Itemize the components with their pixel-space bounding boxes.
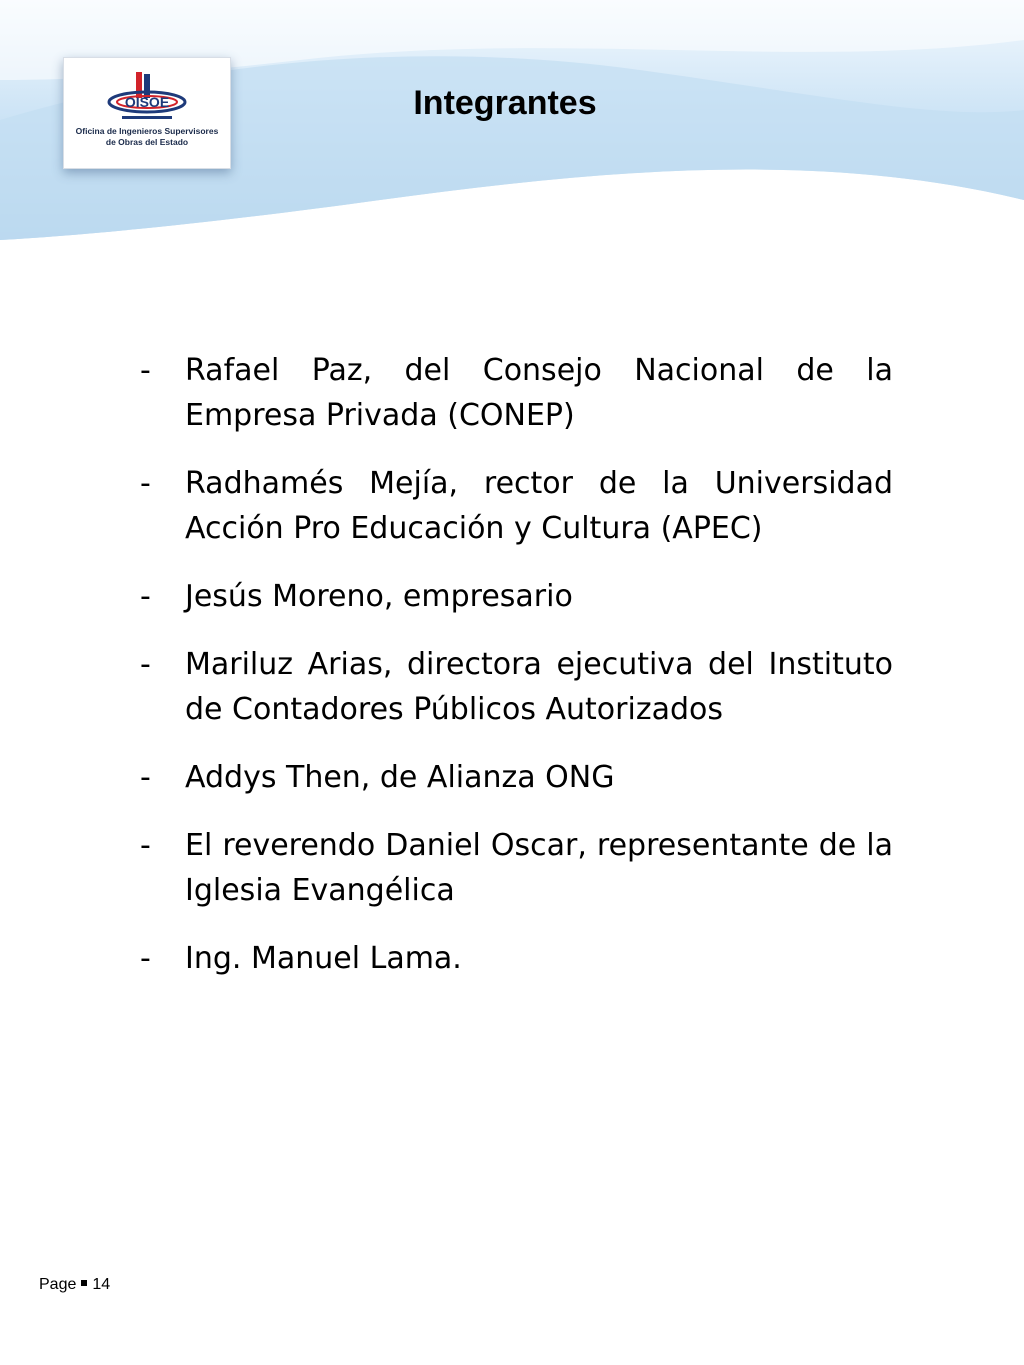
member-text: Ing. Manuel Lama. [185,941,462,976]
oisoe-emblem-icon [64,70,230,124]
member-text: El reverendo Daniel Oscar, representante de la Iglesia Evangélica [185,828,893,908]
page-number: 14 [92,1276,111,1293]
oisoe-logo [63,57,231,169]
member-item [140,823,893,913]
member-text: Addys Then, de Alianza ONG [185,760,615,795]
page-title: Integrantes [413,84,597,122]
member-text: Rafael Paz, del Consejo Nacional de la Empresa Privada (CONEP) [185,353,893,433]
bullet-dash: - [140,466,151,501]
member-item [140,755,893,800]
logo-caption [64,126,230,147]
member-item [140,936,893,981]
bullet-dash: - [140,353,151,388]
bullet-dash: - [140,760,151,795]
svg-text:OISOE: OISOE [124,94,170,110]
member-text: Radhamés Mejía, rector de la Universidad Acción Pro Educación y Cultura (APEC) [185,466,893,546]
bullet-dash: - [140,828,151,863]
member-text: Mariluz Arias, directora ejecutiva del Instituto de Contadores Públicos Autorizados [185,647,893,727]
member-item [140,348,893,438]
bullet-dash: - [140,647,151,682]
bullet-dash: - [140,579,151,614]
member-text: Jesús Moreno, empresario [185,579,573,614]
page-footer [39,1276,110,1294]
bullet-dash: - [140,941,151,976]
logo-caption-line1: Oficina de Ingenieros Supervisores [75,126,219,136]
member-item [140,574,893,619]
members-list [140,348,893,1004]
member-item [140,642,893,732]
square-bullet-icon [81,1280,87,1286]
logo-caption-line2: de Obras del Estado [105,136,189,147]
page-label: Page [39,1276,77,1293]
member-item [140,461,893,551]
